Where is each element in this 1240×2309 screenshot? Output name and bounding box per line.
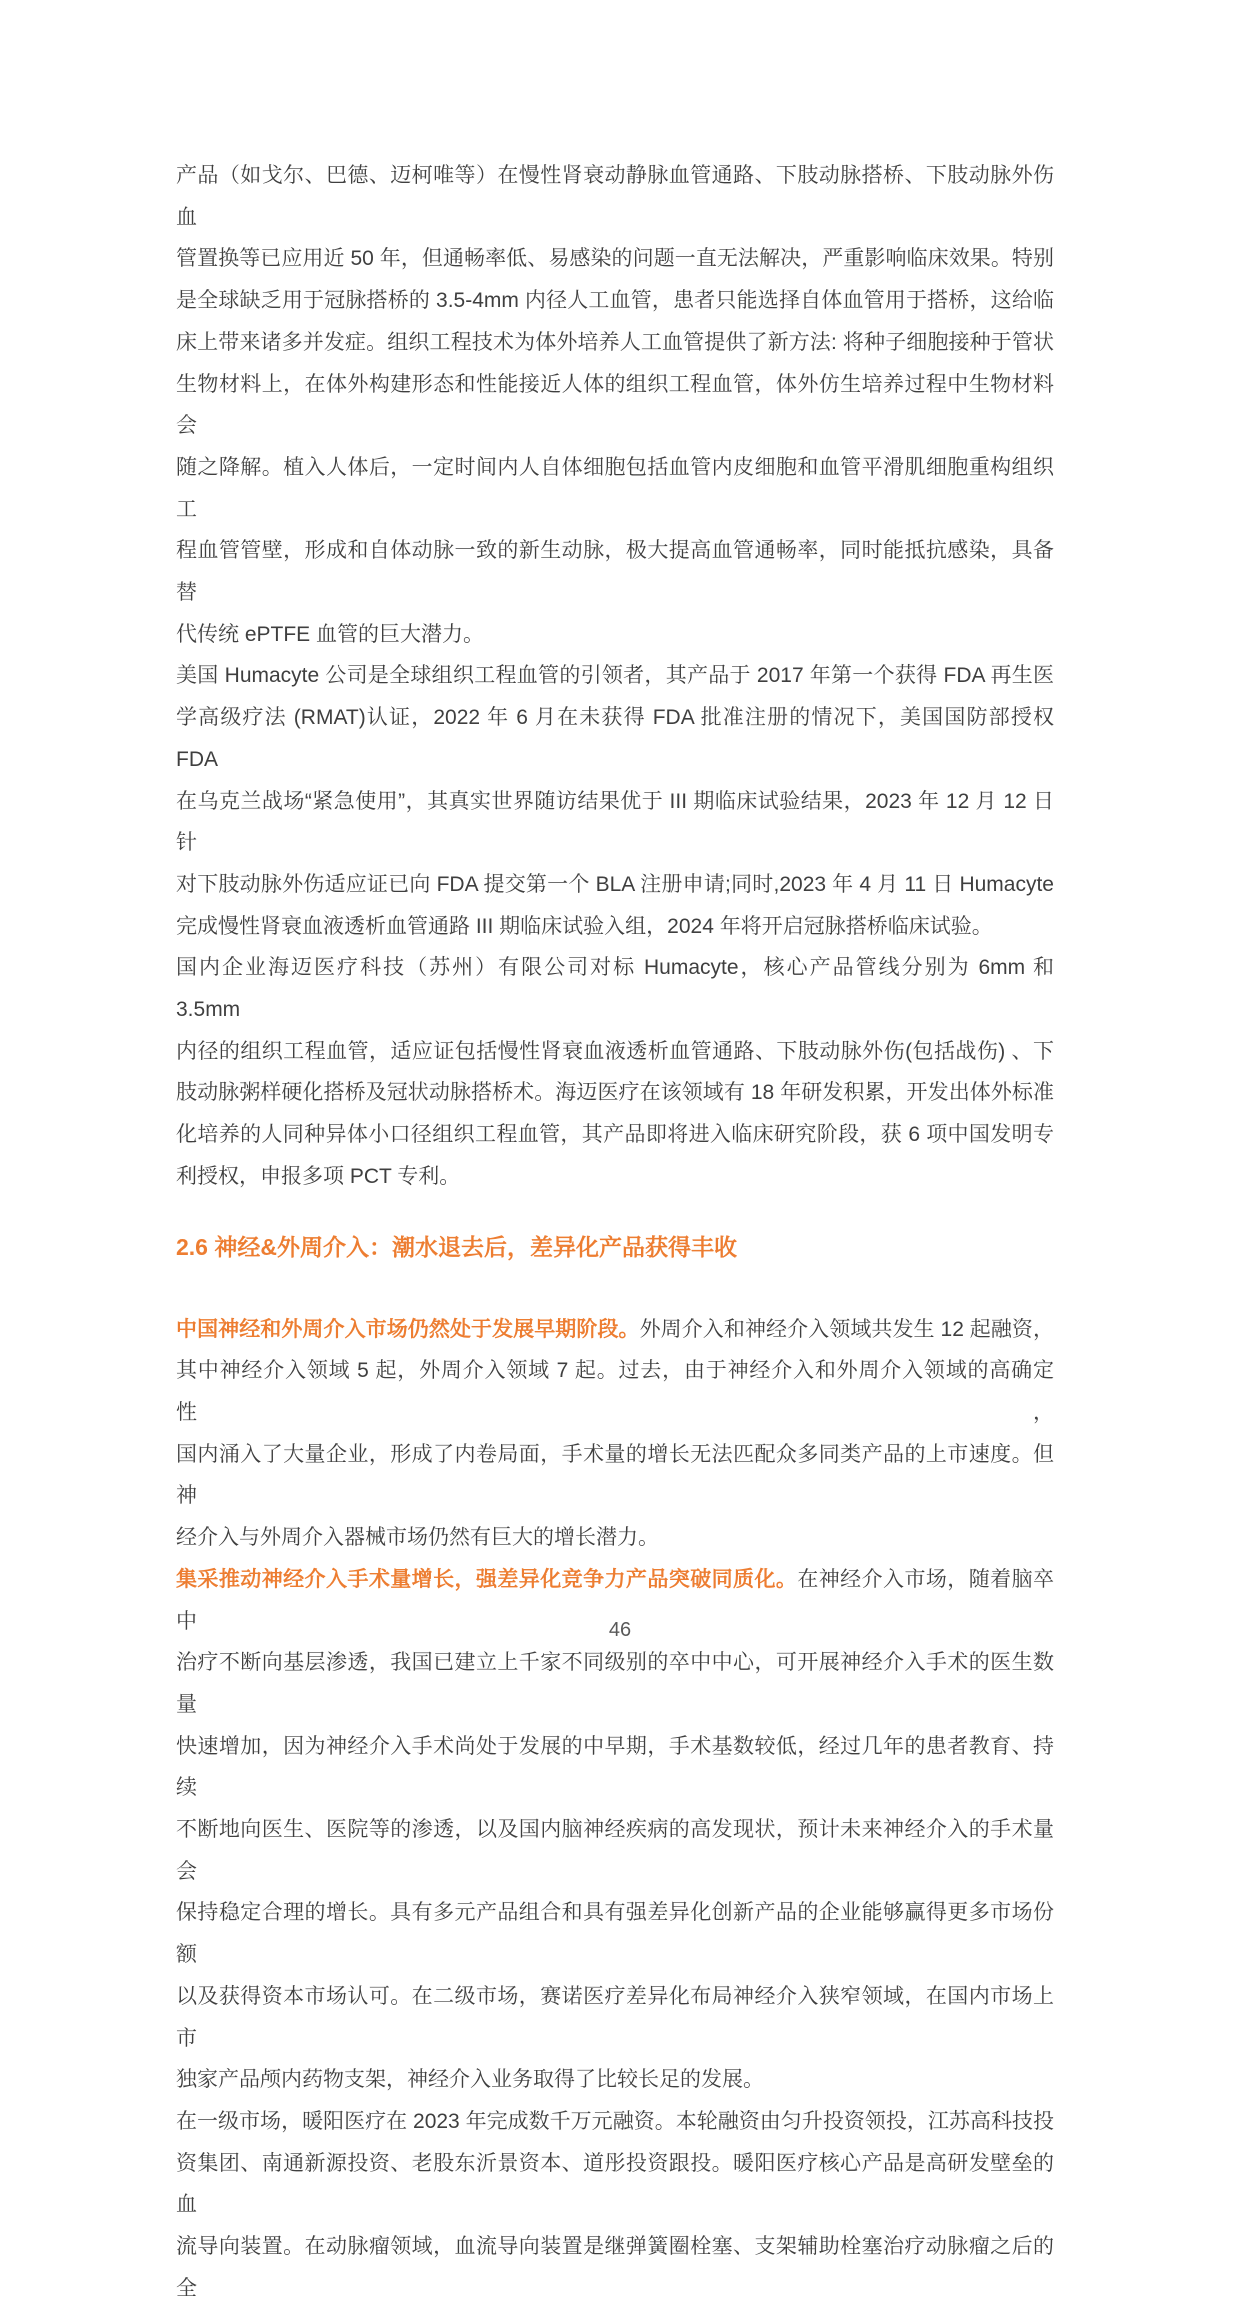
text-line [176, 2059, 1054, 2101]
text-line [176, 1517, 1054, 1559]
text-segment: 美国 Humacyte 公司是全球组织工程血管的引领者，其产品于 2017 年第一个获得 FDA 再生医 [176, 664, 1054, 688]
text-segment: 在一级市场，暖阳医疗在 2023 年完成数千万元融资。本轮融资由匀升投资领投，江苏高科技投 [176, 2109, 1054, 2133]
text-line [176, 655, 1054, 697]
text-segment: 化培养的人同种异体小口径组织工程血管，其产品即将进入临床研究阶段，获 6 项中国发明专 [176, 1123, 1054, 1147]
page-content [176, 155, 1054, 2309]
text-segment: 流导向装置。在动脉瘤领域，血流导向装置是继弹簧圈栓塞、支架辅助栓塞治疗动脉瘤之后的全 [176, 2235, 1054, 2300]
text-line [176, 1156, 1054, 1198]
text-segment: 内径的组织工程血管，适应证包括慢性肾衰血液透析血管通路、下肢动脉外伤(包括战伤) 、下 [176, 1039, 1054, 1063]
text-segment: 床上带来诸多并发症。组织工程技术为体外培养人工血管提供了新方法: 将种子细胞接种于管状 [176, 330, 1054, 354]
text-segment: 完成慢性肾衰血液透析血管通路 III 期临床试验入组，2024 年将开启冠脉搭桥临床试验。 [176, 914, 993, 938]
text-segment: 学高级疗法 (RMAT)认证，2022 年 6 月在未获得 FDA 批准注册的情况下，美国国防部授权 FDA [176, 706, 1054, 771]
text-line [176, 1114, 1054, 1156]
paragraph [176, 2101, 1054, 2309]
text-segment: 独家产品颅内药物支架，神经介入业务取得了比较长足的发展。 [176, 2068, 764, 2092]
text-line [176, 447, 1054, 530]
text-line [176, 530, 1054, 613]
text-line [176, 2143, 1054, 2226]
text-line [176, 864, 1054, 906]
text-segment: 经介入与外周介入器械市场仍然有巨大的增长潜力。 [176, 1526, 659, 1550]
text-line [176, 280, 1054, 322]
text-line [176, 1031, 1054, 1073]
text-line [176, 614, 1054, 656]
text-segment: 对下肢动脉外伤适应证已向 FDA 提交第一个 BLA 注册申请;同时,2023 年 4 月 11 日 Humacyte [176, 872, 1054, 896]
body-paragraphs-bottom [176, 1309, 1054, 2309]
text-segment: 利授权，申报多项 PCT 专利。 [176, 1164, 461, 1188]
paragraph [176, 155, 1054, 655]
paragraph [176, 1309, 1054, 1559]
text-segment: 是全球缺乏用于冠脉搭桥的 3.5-4mm 内径人工血管，患者只能选择自体血管用于搭桥，这给临 [176, 289, 1054, 313]
text-line [176, 1726, 1054, 1809]
text-line [176, 2101, 1054, 2143]
text-line [176, 1350, 1054, 1433]
text-line [176, 1809, 1054, 1892]
text-line [176, 1642, 1054, 1725]
text-line [176, 906, 1054, 948]
body-paragraphs-top [176, 155, 1054, 1198]
text-line [176, 1072, 1054, 1114]
highlighted-text: 集采推动神经介入手术量增长，强差异化竞争力产品突破同质化。 [176, 1567, 798, 1591]
text-segment: 不断地向医生、医院等的渗透，以及国内脑神经疾病的高发现状，预计未来神经介入的手术量会 [176, 1818, 1054, 1883]
text-line [176, 1976, 1054, 2059]
text-line [176, 364, 1054, 447]
text-line [176, 1892, 1054, 1975]
text-segment: 保持稳定合理的增长。具有多元产品组合和具有强差异化创新产品的企业能够赢得更多市场份额 [176, 1901, 1054, 1967]
highlighted-text: 中国神经和外周介入市场仍然处于发展早期阶段。 [176, 1317, 640, 1341]
text-segment: 快速增加，因为神经介入手术尚处于发展的中早期，手术基数较低，经过几年的患者教育、持续 [176, 1734, 1054, 1800]
text-segment: 生物材料上，在体外构建形态和性能接近人体的组织工程血管，体外仿生培养过程中生物材料会 [176, 372, 1054, 438]
page-number: 46 [608, 1619, 632, 1641]
text-line [176, 947, 1054, 1030]
text-segment: 在神经介入市场，随着脑卒中 [176, 1567, 1054, 1633]
section-heading: 2.6 神经&外周介入：潮水退去后，差异化产品获得丰收 [176, 1233, 737, 1260]
text-segment: 肢动脉粥样硬化搭桥及冠状动脉搭桥术。海迈医疗在该领域有 18 年研发积累，开发出体外标准 [176, 1081, 1054, 1105]
text-line [176, 2226, 1054, 2309]
text-line [176, 1309, 1054, 1351]
text-segment: 其中神经介入领域 5 起，外周介入领域 7 起。过去，由于神经介入和外周介入领域的高确定性， [176, 1359, 1054, 1424]
text-segment: 国内涌入了大量企业，形成了内卷局面，手术量的增长无法匹配众多同类产品的上市速度。但神 [176, 1442, 1054, 1508]
text-segment: 国内企业海迈医疗科技（苏州）有限公司对标 Humacyte，核心产品管线分别为 6mm 和 3.5mm [176, 956, 1054, 1022]
text-line [176, 238, 1054, 280]
text-line [176, 322, 1054, 364]
text-segment: 程血管管壁，形成和自体动脉一致的新生动脉，极大提高血管通畅率，同时能抵抗感染，具备替 [176, 539, 1054, 605]
text-segment: 代传统 ePTFE 血管的巨大潜力。 [176, 622, 485, 646]
text-segment: 治疗不断向基层渗透，我国已建立上千家不同级别的卒中中心，可开展神经介入手术的医生数量 [176, 1651, 1054, 1716]
text-segment: 在乌克兰战场“紧急使用”，其真实世界随访结果优于 III 期临床试验结果，2023 年 12 月 12 日针 [176, 789, 1054, 855]
text-line [176, 1434, 1054, 1517]
text-line [176, 155, 1054, 238]
paragraph [176, 947, 1054, 1197]
text-line [176, 781, 1054, 864]
text-segment: 随之降解。植入人体后，一定时间内人自体细胞包括血管内皮细胞和血管平滑肌细胞重构组织工 [176, 455, 1054, 521]
text-segment: 管置换等已应用近 50 年，但通畅率低、易感染的问题一直无法解决，严重影响临床效果。特别 [176, 247, 1054, 271]
text-segment: 产品（如戈尔、巴德、迈柯唯等）在慢性肾衰动静脉血管通路、下肢动脉搭桥、下肢动脉外伤血 [176, 164, 1054, 229]
text-segment: 以及获得资本市场认可。在二级市场，赛诺医疗差异化布局神经介入狭窄领域，在国内市场上市 [176, 1984, 1054, 2050]
text-segment: 资集团、南通新源投资、老股东沂景资本、道彤投资跟投。暖阳医疗核心产品是高研发壁垒的血 [176, 2151, 1054, 2217]
text-segment: 外周介入和神经介入领域共发生 12 起融资， [639, 1317, 1054, 1341]
text-line [176, 697, 1054, 780]
paragraph [176, 655, 1054, 947]
